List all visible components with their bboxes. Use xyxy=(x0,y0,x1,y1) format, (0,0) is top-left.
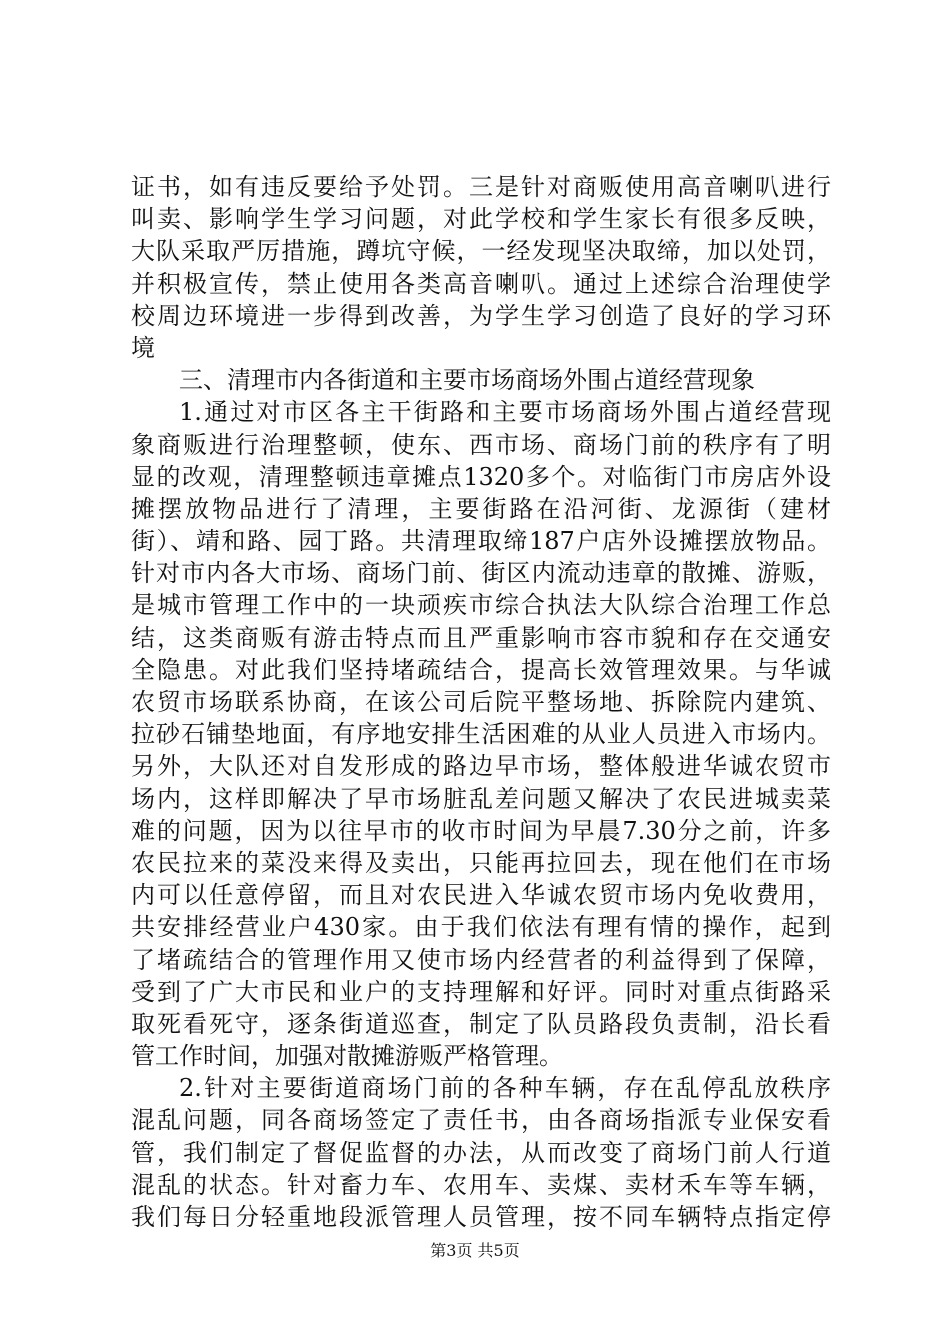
text-line: 管，我们制定了督促监督的办法，从而改变了商场门前人行道 xyxy=(131,1138,831,1167)
text-line: 全隐患。对此我们坚持堵疏结合，提高长效管理效果。与华诚 xyxy=(131,655,831,684)
text-line: 我们每日分轻重地段派管理人员管理，按不同车辆特点指定停 xyxy=(131,1203,831,1231)
text-line: 另外，大队还对自发形成的路边早市场，整体般进华诚农贸市 xyxy=(131,752,831,781)
text-line: 混乱的状态。针对畜力车、农用车、卖煤、卖材禾车等车辆， xyxy=(131,1170,831,1199)
section-heading: 三、清理市内各街道和主要市场商场外围占道经营现象 xyxy=(179,366,755,395)
text-line: 针对市内各大市场、商场门前、街区内流动违章的散摊、游贩， xyxy=(131,559,831,588)
text-line: 是城市管理工作中的一块顽疾市综合执法大队综合治理工作总 xyxy=(131,591,831,620)
paragraph-start: 1.通过对市区各主干街路和主要市场商场外围占道经营现 xyxy=(179,398,831,427)
text-line: 证书，如有违反要给予处罚。三是针对商贩使用高音喇叭进行 xyxy=(131,173,831,201)
text-line: 内可以任意停留，而且对农民进入华诚农贸市场内免收费用， xyxy=(131,881,831,910)
text-line: 象商贩进行治理整顿，使东、西市场、商场门前的秩序有了明 xyxy=(131,430,831,459)
text-line: 共安排经营业户430家。由于我们依法有理有情的操作，起到 xyxy=(131,913,831,942)
text-line: 场内，这样即解决了早市场脏乱差问题又解决了农民进城卖菜 xyxy=(131,784,831,813)
text-line: 境 xyxy=(131,333,155,362)
text-line: 取死看死守，逐条街道巡查，制定了队员路段负责制，沿长看 xyxy=(131,1009,831,1038)
paragraph-start: 2.针对主要街道商场门前的各种车辆，存在乱停乱放秩序 xyxy=(179,1074,831,1103)
document-body xyxy=(131,171,831,1233)
text-line: 拉砂石铺垫地面，有序地安排生活困难的从业人员进入市场内。 xyxy=(131,720,831,749)
text-line: 并积极宣传，禁止使用各类高音喇叭。通过上述综合治理使学 xyxy=(131,269,831,298)
text-line: 了堵疏结合的管理作用又使市场内经营者的利益得到了保障， xyxy=(131,945,831,974)
text-line: 摊摆放物品进行了清理，主要街路在沿河街、龙源街（建材 xyxy=(131,494,831,523)
text-line: 叫卖、影响学生学习问题，对此学校和学生家长有很多反映， xyxy=(131,205,831,234)
text-line: 街）、靖和路、园丁路。共清理取缔187户店外设摊摆放物品。 xyxy=(131,527,831,556)
text-line: 混乱问题，同各商场签定了责任书，由各商场指派专业保安看 xyxy=(131,1106,831,1135)
page-footer: 第3页 共5页 xyxy=(430,1241,520,1260)
text-line: 管工作时间，加强对散摊游贩严格管理。 xyxy=(131,1042,563,1071)
text-line: 结，这类商贩有游击特点而且严重影响市容市貌和存在交通安 xyxy=(131,623,831,652)
text-line: 大队采取严厉措施，蹲坑守候，一经发现坚决取缔，加以处罚， xyxy=(131,237,831,266)
text-line: 校周边环境进一步得到改善，为学生学习创造了良好的学习环 xyxy=(131,301,831,330)
text-line: 显的改观，清理整顿违章摊点1320多个。对临街门市房店外设 xyxy=(131,462,831,491)
text-line: 难的问题，因为以往早市的收市时间为早晨7.30分之前，许多 xyxy=(131,816,831,845)
text-line: 农贸市场联系协商，在该公司后院平整场地、拆除院内建筑、 xyxy=(131,688,831,716)
text-line: 农民拉来的菜没来得及卖出，只能再拉回去，现在他们在市场 xyxy=(131,848,831,877)
text-line: 受到了广大市民和业户的支持理解和好评。同时对重点街路采 xyxy=(131,977,831,1006)
